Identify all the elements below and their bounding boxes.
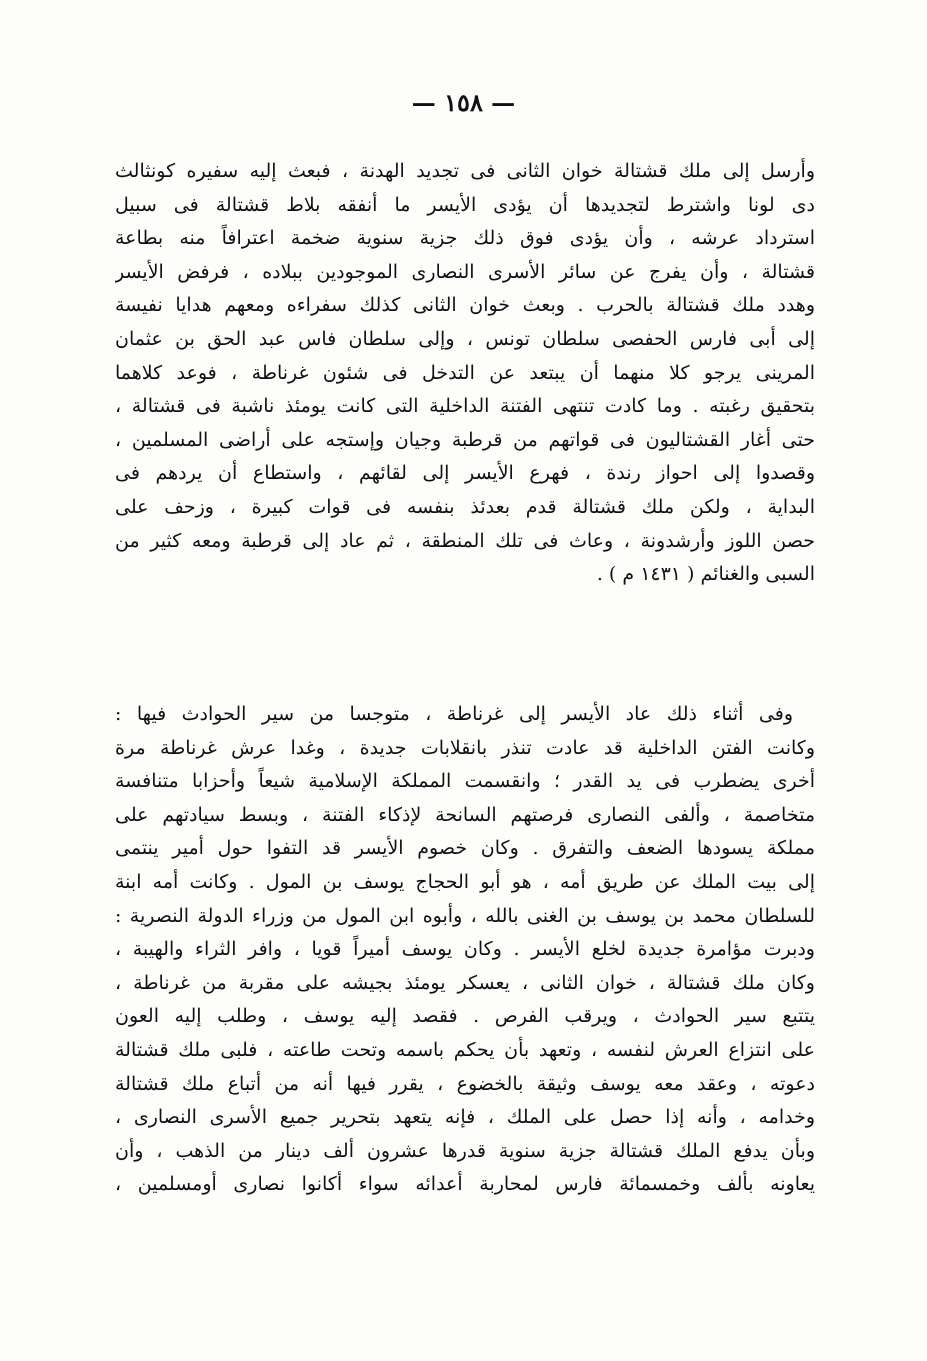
paragraph-1	[115, 155, 815, 592]
text-line: متخاصمة ، وألفى النصارى فرصتهم السانحة لإذكاء الفتنة ، وبسط سيادتهم على	[115, 803, 815, 826]
text-line: على انتزاع العرش لنفسه ، وتعهد بأن يحكم باسمه وتحت طاعته ، فلبى ملك قشتالة	[115, 1038, 815, 1061]
text-line: وأرسل إلى ملك قشتالة خوان الثانى فى تجديد الهدنة ، فبعث إليه سفيره كونثالث	[115, 160, 815, 182]
text-line: حتى أغار القشتاليون فى قواتهم من قرطبة وجيان وإستجه على أراضى المسلمين ،	[115, 428, 815, 451]
text-line: وبأن يدفع الملك قشتالة جزية سنوية قدرها عشرون ألف دينار من الذهب ، وأن	[115, 1139, 815, 1162]
text-line: وفى أثناء ذلك عاد الأيسر إلى غرناطة ، متوجسا من سير الحوادث فيها :	[115, 703, 793, 725]
text-line: دعوته ، وعقد معه يوسف وثيقة بالخضوع ، يقرر فيها أنه من أتباع ملك قشتالة	[115, 1072, 815, 1095]
text-line: مملكة يسودها الضعف والتفرق . وكان خصوم الأيسر قد التفوا حول أمير ينتمى	[115, 837, 815, 860]
text-line: قشتالة ، وأن يفرج عن سائر الأسرى النصارى الموجودين ببلاده ، فرفض الأيسر	[115, 260, 815, 283]
text-line: يتتبع سير الحوادث ، ويرقب الفرص . فقصد إليه يوسف ، وطلب إليه العون	[115, 1005, 815, 1028]
text-line: وكانت الفتن الداخلية قد عادت تنذر بانقلابات جديدة ، وغدا عرش غرناطة مرة	[115, 736, 815, 759]
text-line: استرداد عرشه ، وأن يؤدى فوق ذلك جزية سنوية ضخمة اعترافاً منه بطاعة	[115, 227, 815, 250]
text-line: حصن اللوز وأرشدونة ، وعاث فى تلك المنطقة ، ثم عاد إلى قرطبة ومعه كثير من	[115, 529, 815, 552]
paragraph-2	[115, 698, 815, 1202]
text-line: السبى والغنائم ( ١٤٣١ م ) .	[596, 563, 815, 586]
text-line: ودبرت مؤامرة جديدة لخلع الأيسر . وكان يوسف أميراً قويا ، وافر الثراء والهيبة ،	[115, 938, 815, 961]
text-line: البداية ، ولكن ملك قشتالة قدم بعدئذ بنفسه فى قوات كبيرة ، وزحف على	[115, 495, 815, 518]
text-line: إلى بيت الملك عن طريق أمه ، هو أبو الحجاج يوسف بن المول . وكانت أمه ابنة	[115, 870, 815, 893]
text-line: يعاونه بألف وخمسمائة فارس لمحاربة أعدائه سواء أكانوا نصارى أومسلمين ،	[115, 1173, 815, 1196]
text-line: للسلطان محمد بن يوسف بن الغنى بالله ، وأبوه ابن المول من وزراء الدولة النصرية :	[115, 904, 815, 927]
text-line: دى لونا واشترط لتجديدها أن يؤدى الأيسر ما أنفقه بلاط قشتالة فى سبيل	[115, 193, 815, 216]
text-line: إلى أبى فارس الحفصى سلطان تونس ، وإلى سلطان فاس عبد الحق بن عثمان	[115, 327, 815, 350]
text-line: وخدامه ، وأنه إذا حصل على الملك ، فإنه يتعهد بتحرير جميع الأسرى النصارى ،	[115, 1106, 815, 1129]
text-line: وهدد ملك قشتالة بالحرب . وبعث خوان الثانى كذلك سفراءه ومعهم هدايا نفيسة	[115, 294, 815, 317]
text-line: أخرى يضطرب فى يد القدر ؛ وانقسمت المملكة الإسلامية شيعاً وأحزابا متنافسة	[115, 770, 815, 793]
text-line: بتحقيق رغبته . وما كادت تنتهى الفتنة الداخلية التى كانت يومئذ ناشبة فى قشتالة ،	[115, 395, 815, 418]
text-line: وكان ملك قشتالة ، خوان الثانى ، يعسكر يومئذ بجيشه على مقربة من غرناطة ،	[115, 971, 815, 994]
page-number: — ١٥٨ —	[411, 88, 516, 117]
text-line: وقصدوا إلى احواز رندة ، فهرع الأيسر إلى لقائهم ، واستطاع أن يردهم فى	[115, 462, 815, 485]
text-line: المرينى يرجو كلا منهما أن يبتعد عن التدخل فى شئون غرناطة ، فوعد كلاهما	[115, 361, 815, 384]
